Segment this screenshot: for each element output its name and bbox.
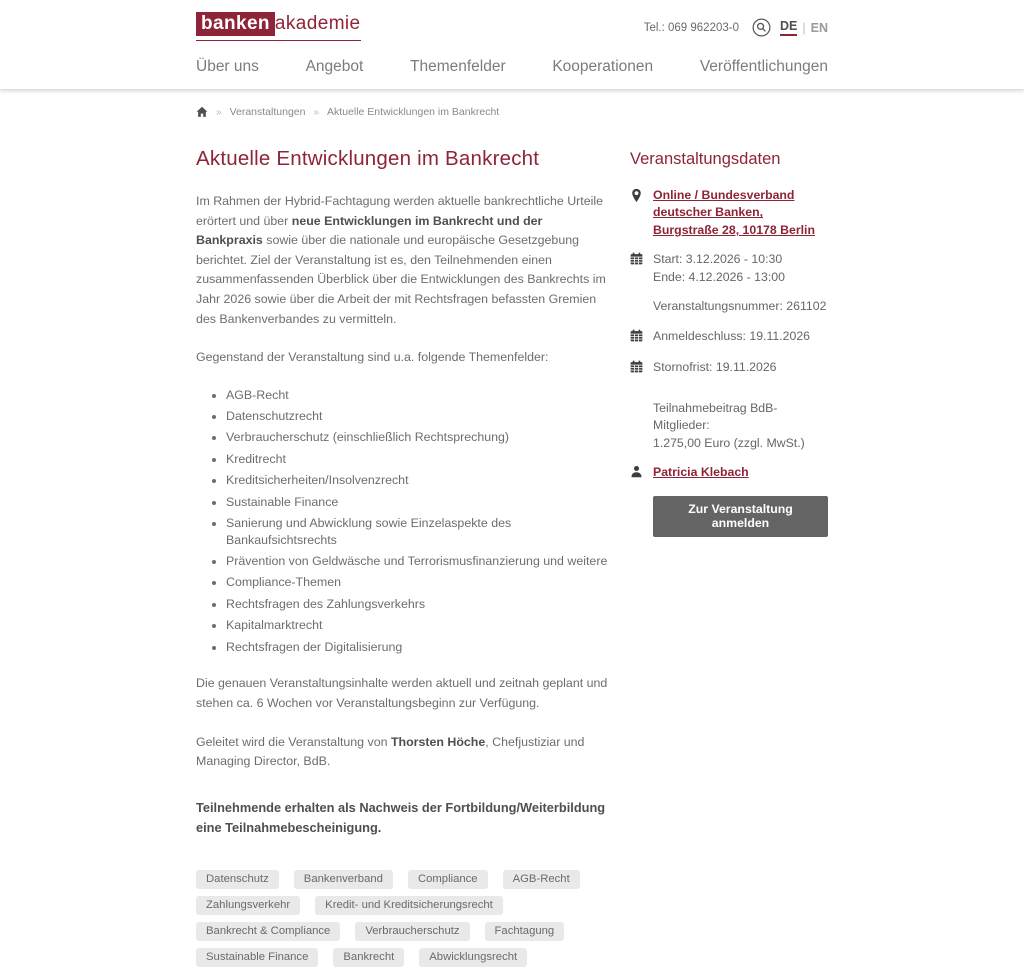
- lang-de[interactable]: DE: [780, 19, 797, 36]
- location-link[interactable]: Online / Bundesverband deutscher Banken, Burgstraße 28, 10178 Berlin: [653, 188, 815, 237]
- topic-item: • Kreditrecht: [226, 451, 608, 468]
- calendar-icon: [630, 359, 644, 378]
- breadcrumb-veranstaltungen[interactable]: Veranstaltungen: [229, 106, 306, 118]
- main-content: [196, 147, 608, 967]
- phone-number: Tel.: 069 962203-0: [643, 21, 739, 34]
- lead-text-after: , Chefjustiziar und Managing Director, BdB.: [196, 734, 585, 769]
- logo-banken: banken: [196, 12, 275, 36]
- topic-item: • Rechtsfragen der Digitalisierung: [226, 639, 608, 656]
- page-title: Aktuelle Entwicklungen im Bankrecht: [196, 147, 540, 170]
- nav-item[interactable]: Kooperationen: [552, 58, 654, 75]
- registration-deadline-row: [630, 328, 828, 347]
- cancellation-deadline-row: [630, 359, 828, 378]
- end-date: Ende: 4.12.2026 - 13:00: [653, 269, 785, 284]
- topics-list: [226, 387, 608, 656]
- tag-pill[interactable]: Fachtagung: [485, 922, 565, 941]
- nav-item[interactable]: Angebot: [305, 58, 364, 75]
- fee-label: Teilnahmebeitrag BdB-Mitglieder:: [653, 400, 778, 433]
- date-lines: [653, 251, 785, 286]
- topic-item: • Sanierung und Abwicklung sowie Einzelaspekte des Bankaufsichtsrechts: [226, 515, 608, 549]
- topic-item: • Compliance-Themen: [226, 574, 608, 591]
- topic-item: • Sustainable Finance: [226, 494, 608, 511]
- sidebar-heading: Veranstaltungsdaten: [630, 150, 781, 168]
- tag-list: [196, 870, 608, 967]
- tag-pill[interactable]: Kredit- und Kreditsicherungsrecht: [315, 896, 503, 915]
- event-number: Veranstaltungsnummer: 261102: [653, 299, 827, 314]
- topic-item: • Prävention von Geldwäsche und Terrorismusfinanzierung und weitere: [226, 553, 608, 570]
- calendar-icon: [630, 328, 644, 347]
- location-row: [630, 187, 828, 239]
- tag-pill[interactable]: Abwicklungsrecht: [419, 948, 527, 967]
- topic-item: • Datenschutzrecht: [226, 408, 608, 425]
- contact-row: [630, 464, 828, 483]
- breadcrumb: [196, 106, 828, 118]
- main-nav: [196, 58, 828, 89]
- topic-item: • Verbraucherschutz (einschließlich Rechtsprechung): [226, 429, 608, 446]
- topic-item: • Kapitalmarktrecht: [226, 617, 608, 634]
- lead-name-bold: Thorsten Höche: [390, 734, 486, 749]
- nav-item[interactable]: Über uns: [196, 58, 259, 75]
- lang-en[interactable]: EN: [810, 20, 828, 35]
- lead-text-before: Geleitet wird die Veranstaltung von: [196, 734, 391, 749]
- nav-item[interactable]: Themenfelder: [410, 58, 506, 75]
- tag-pill[interactable]: Datenschutz: [196, 870, 279, 889]
- location-pin-icon: [630, 187, 644, 239]
- topic-item: • Kreditsicherheiten/Insolvenzrecht: [226, 472, 608, 489]
- intro-paragraph: [196, 192, 608, 329]
- logo-akademie: akademie: [274, 13, 361, 34]
- lang-separator: |: [802, 20, 806, 35]
- tag-pill[interactable]: AGB-Recht: [503, 870, 580, 889]
- search-button[interactable]: [752, 18, 771, 37]
- calendar-icon: [630, 251, 644, 286]
- lead-paragraph: [196, 733, 608, 772]
- tag-pill[interactable]: Bankrecht & Compliance: [196, 922, 340, 941]
- tag-pill[interactable]: Bankrecht: [333, 948, 404, 967]
- breadcrumb-separator: »: [216, 106, 222, 118]
- tag-pill[interactable]: Compliance: [408, 870, 488, 889]
- cancellation-deadline: Stornofrist: 19.11.2026: [653, 360, 777, 375]
- planning-note: Die genauen Veranstaltungsinhalte werden aktuell und zeitnah geplant und stehen ca. 6 Wochen vor Veranstaltungsbeginn zur Verfügung.: [196, 676, 608, 711]
- home-icon: [196, 106, 208, 118]
- intro-text-before: Im Rahmen der Hybrid-Fachtagung werden aktuelle bankrechtliche Urteile erörtert und über: [196, 194, 604, 228]
- topics-lead: Gegenstand der Veranstaltung sind u.a. folgende Themenfelder:: [196, 350, 549, 365]
- fee-block: [653, 400, 828, 452]
- event-data-sidebar: [630, 147, 828, 537]
- tag-pill[interactable]: Sustainable Finance: [196, 948, 318, 967]
- page-header: [0, 0, 1024, 89]
- tag-pill[interactable]: Zahlungsverkehr: [196, 896, 300, 915]
- register-button[interactable]: Zur Veranstaltung anmelden: [653, 496, 828, 537]
- breadcrumb-home[interactable]: [196, 106, 208, 118]
- start-date: Start: 3.12.2026 - 10:30: [653, 252, 783, 267]
- topic-item: • Rechtsfragen des Zahlungsverkehrs: [226, 596, 608, 613]
- search-icon: [752, 18, 771, 37]
- intro-text-bold: neue Entwicklungen im Bankrecht und der Bankpraxis: [196, 213, 543, 248]
- breadcrumb-separator: »: [313, 106, 320, 118]
- registration-deadline: Anmeldeschluss: 19.11.2026: [653, 328, 811, 343]
- language-switcher: [780, 19, 828, 36]
- intro-text-after: sowie über die nationale und europäische Gesetzgebung berichtet. Ziel der Veranstaltung ist es, den Teilnehmenden einen zusammenfassenden Überblick über die Entwicklungen des Bankrechts im Jahr 2026 sowie über die Arbeit der mit Rechtsfragen befassten Gremien des Bankenverbandes zu vermitteln.: [196, 233, 606, 326]
- breadcrumb-current: Aktuelle Entwicklungen im Bankrecht: [327, 106, 500, 118]
- certificate-note: Teilnehmende erhalten als Nachweis der Fortbildung/Weiterbildung eine Teilnahmebescheinigung.: [196, 799, 606, 835]
- logo[interactable]: [196, 13, 361, 41]
- contact-link[interactable]: Patricia Klebach: [653, 464, 749, 479]
- topic-item: • AGB-Recht: [226, 387, 608, 404]
- fee-amount: 1.275,00 Euro (zzgl. MwSt.): [653, 435, 805, 450]
- tag-pill[interactable]: Bankenverband: [294, 870, 393, 889]
- date-row: [630, 251, 828, 286]
- person-icon: [630, 464, 644, 483]
- nav-item[interactable]: Veröffentlichungen: [699, 58, 828, 75]
- tag-pill[interactable]: Verbraucherschutz: [355, 922, 469, 941]
